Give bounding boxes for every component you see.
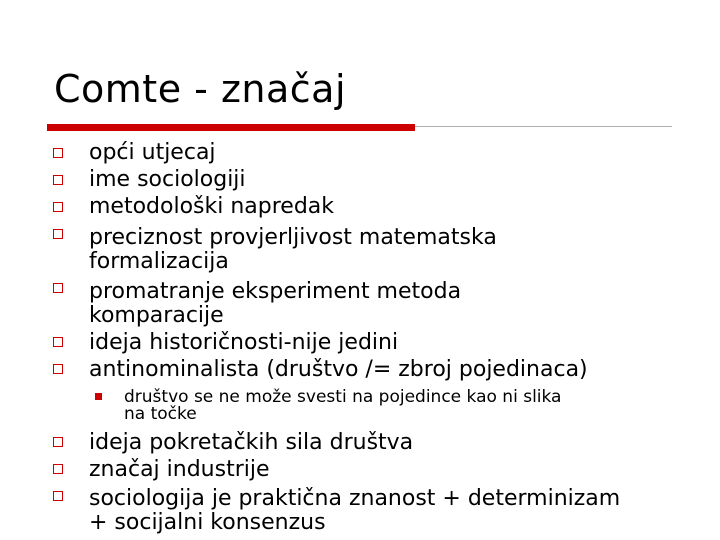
sub-bullet-text-continued: na točke: [124, 404, 197, 424]
bullet-text-continued: + socijalni konsenzus: [89, 510, 326, 535]
hollow-square-bullet-icon: [53, 491, 63, 501]
bullet-text: antinominalista (društvo /= zbroj pojedinaca): [89, 357, 588, 382]
hollow-square-bullet-icon: [53, 464, 63, 474]
hollow-square-bullet-icon: [53, 229, 63, 239]
hollow-square-bullet-icon: [53, 202, 63, 212]
bullet-text: ideja historičnosti-nije jedini: [89, 330, 399, 355]
bullet-text: sociologija je praktična znanost + determinizam: [89, 486, 621, 511]
bullet-text: promatranje eksperiment metoda: [89, 279, 462, 304]
bullet-text-continued: komparacije: [89, 303, 224, 328]
bullet-text: metodološki napredak: [89, 194, 335, 219]
hollow-square-bullet-icon: [53, 364, 63, 374]
sub-bullet-text: društvo se ne može svesti na pojedince kao ni slika: [124, 387, 562, 407]
bullet-text: opći utjecaj: [89, 140, 216, 165]
hollow-square-bullet-icon: [53, 437, 63, 447]
bullet-text: ime sociologiji: [89, 167, 246, 192]
bullet-text: značaj industrije: [89, 457, 270, 482]
bullet-text-continued: formalizacija: [89, 249, 229, 274]
hollow-square-bullet-icon: [53, 148, 63, 158]
bullet-text: ideja pokretačkih sila društva: [89, 430, 414, 455]
hollow-square-bullet-icon: [53, 175, 63, 185]
hollow-square-bullet-icon: [53, 337, 63, 347]
hollow-square-bullet-icon: [53, 283, 63, 293]
filled-square-bullet-icon: [95, 393, 102, 400]
bullet-text: preciznost provjerljivost matematska: [89, 225, 497, 250]
slide-title: Comte - značaj: [54, 67, 346, 111]
